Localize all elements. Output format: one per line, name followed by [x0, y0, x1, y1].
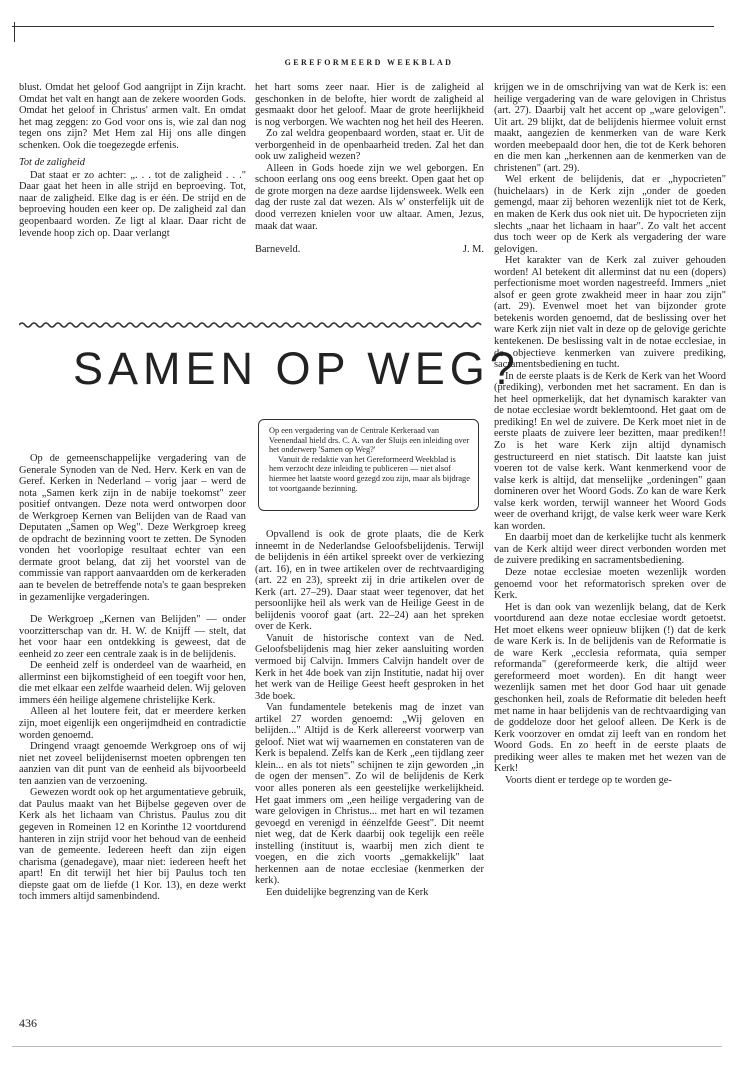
paragraph: het hart soms zeer naar. Hier is de zaligheid al geschonken in de belofte, hier wordt de zaligheid al gesmaakt door het geloof. Maar de grote heerlijkheid is nog verborgen. We wachten nog het heil des Heeren. [255, 82, 484, 128]
paragraph: Gewezen wordt ook op het argumentatieve gebruik, dat Paulus maakt van het Bijbelse gegeven over de Kerk als het lichaam van Christus. Paulus zou dit gegeven in Romeinen 12 en Korinthe 12 voortdurend hanteren in zijn strijd voor het behoud van de eenheid van de gemeente. Iedereen heeft dan zijn eigen charisma (genadegave), maar niet: iedereen heeft het apart! En dit terwijl het hier bij Paulus toch ten diepste gaat om de liefde (1 Kor. 13), en deze werkt toch immers altijd samenbindend. [19, 787, 246, 903]
top-rule [12, 26, 714, 27]
signature-place: Barneveld. [255, 244, 301, 256]
column-1 [19, 82, 246, 239]
paragraph: Alleen al het loutere feit, dat er meerdere kerken zijn, moet eigenlijk een ongerijmdheid en contradictie worden genoemd. [19, 706, 246, 741]
paragraph: Zo zal weldra geopenbaard worden, staat er. Uit de verborgenheid in de openbaarheid treden. Zal het dan ook uw zaligheid wezen? [255, 128, 484, 163]
paragraph: In de eerste plaats is de Kerk de Kerk van het Woord (prediking), verbonden met het sacrament. En dan is het heel opmerkelijk, dat het dynamisch karakter van de notae ecclesiae wordt beklemtoond. Het gaat om de prediking! En wel de zuivere. De Kerk moet niet in de eerste plaats de zuivere leer bezitten, maar prediken!! Zo is het ware Kerk zijn altijd dynamisch gestructureerd en niet statisch. Dit laatste kan juist voeren tot de valse kerk. Want kenmerkend voor de valse kerk is altijd, dat menselijke „ordeningen" gaan domineren over het Woord Gods. Zo kan de ware Kerk valse kerk worden, terwijl wanneer het Woord Gods weer de overhand krijgt, de valse kerk weer ware Kerk kan worden. [494, 370, 726, 532]
paragraph: Dat staat er zo achter: „. . . tot de zaligheid . . ." Daar gaat het heen in alle strijd en beproeving. Tot, naar de zaligheid. Elke dag is er één. De strijd en de beproeving houden een keer op. De zaligheid zal dan geopenbaard worden. Ze ligt al klaar. Daar richt de levende hoop zich op. Daar verlangt [19, 169, 246, 239]
paragraph: blust. Omdat het geloof God aangrijpt in Zijn kracht. Omdat het valt en hangt aan de zekere woorden Gods. Omdat het geloof in Christus' armen valt. En omdat het mag zeggen: zo God voor ons is, wie zal dan nog tegen ons zijn? Met Hem zal Hij ons alle dingen schenken. Ook die toegezegde erfenis. [19, 82, 246, 151]
paragraph: De Werkgroep „Kernen van Belijden" — onder voorzitterschap van dr. H. W. de Knijff — stelt, dat het voor haar een ontdekking is geweest, dat de eenheid zo zeer een centrale zaak is in de belijdenis. [19, 614, 246, 660]
paragraph: Van fundamentele betekenis mag de inzet van artikel 27 worden genoemd: „Wij geloven en belijden..." Altijd is de Kerk allereerst voorwerp van geloof. Niet wat wij waarnemen en constateren van de Kerk is bepalend. Zelfs kan de Kerk „een tijdlang zeer klein... en als tot niets" schijnen te zijn geworden „in de ogen der mensen". Zo wil de belijdenis de Kerk voor alles poneren als een geestelijke werkelijkheid. Het gaat immers om „een heilige vergadering van de ware gelovigen in Christus... met hart en wil tezamen gevoegd en verenigd in éénzelfde Geest". Dit neemt niet weg, dat de Kerk daarbij ook tegelijk een reële instelling (instituut is, waarbij men zich dient te voegen, en die zich voorts „gemakkelijk" laat herkennen aan de notae ecclesiae (kenmerken der kerk). [255, 702, 484, 887]
paragraph: krijgen we in de omschrijving van wat de Kerk is: een heilige vergadering van de ware gelovigen in Christus (art. 27). Daarbij valt het accent op „ware gelovigen". Uit art. 29 blijkt, dat de belijdenis hiermee voluit ernst maakt, aangezien de kenmerken van de ware Kerk worden meebepaald door hen, die tot de Kerk behoren en die men kan „herkennen aan de kenmerken van de christenen" (art. 29). [494, 82, 726, 174]
note-paragraph: Vanuit de redaktie van het Gereformeerd Weekblad is hem verzocht deze inleiding te publiceren — niet alsof hiermee het laatste woord gezegd zou zijn, maar als bijdrage tot voortgaande bezinning. [269, 454, 470, 493]
note-paragraph: Op een vergadering van de Centrale Kerkeraad van Veenendaal hield drs. C. A. van der Sluijs een inleiding over het onderwerp 'Samen op Weg?' [269, 426, 470, 455]
page-number: 436 [19, 1016, 37, 1030]
crop-mark [14, 22, 15, 42]
paragraph: Dringend vraagt genoemde Werkgroep ons of wij niet net zoveel belijdenisernst moeten opbrengen ten aanzien van dit punt van de eenheid als bijvoorbeeld ten aanzien van de verzoening. [19, 741, 246, 787]
paragraph: Het karakter van de Kerk zal zuiver gehouden worden! Al betekent dit allerminst dat nu een (dopers) perfectionisme moet worden nagestreefd. Immers „niet alsof er geen grote zwakheid meer in haar zou zijn" (art. 29). Evenwel moet het van bijzonder grote betekenis worden genoemd, dat de beslissing over het ware Kerk zijn niet valt in deze op de gelovige gerichte kentekenen. De beslissing valt in de notae ecclesiae, in de objectieve kenmerken van zuivere prediking, sacramentsbediening en tucht. [494, 255, 726, 371]
subheading: Tot de zaligheid [19, 157, 86, 169]
signature-line [255, 244, 484, 256]
column-5-article [494, 82, 726, 786]
article-title: SAMEN OP WEG? [73, 343, 520, 394]
paragraph: De eenheid zelf is onderdeel van de waarheid, en allerminst een bijkomstigheid of een toegift voor hen, die met elkaar een zelfde waarheid delen. Wij geloven immers één heilige algemene christelijke Kerk. [19, 660, 246, 706]
paragraph: Voorts dient er terdege op te worden ge- [505, 774, 672, 786]
signature-initials: J. M. [462, 244, 484, 256]
paragraph: Vanuit de historische context van de Ned. Geloofsbelijdenis mag hier zeker aansluiting worden vermoed bij Calvijn. Immers Calvijn handelt over de Kerk in het 4de boek van zijn Institutie, nadat hij over het werk van de Heilige Geest heeft gesproken in het 3de boek. [255, 632, 484, 702]
wavy-divider [19, 320, 484, 330]
column-2 [255, 82, 484, 256]
paragraph: Opvallend is ook de grote plaats, die de Kerk inneemt in de Nederlandse Geloofsbelijdenis. Terwijl de belijdenis in één artikel spreekt over de verkiezing (art. 16), en in twee artikelen over de rechtvaardiging (art. 22 en 23), spreekt zij in drie artikelen over de Kerk (art. 27–29). Daar staat weer tegenover, dat het persoonlijke heil als werk van de Heilige Geest in de belijdenis voorof gaat (art. 22–24) aan het spreken over de Kerk. [255, 529, 484, 633]
paragraph: Wel erkent de belijdenis, dat er „hypocrieten" (huichelaars) in de Kerk zijn „onder de goeden gemengd, maar zij behoren wezenlijk niet tot de Kerk, en maken de Kerk dus ook niet uit. De hypocrieten zijn slechts „naar het lichaam in haar". Zo valt het accent dus toch weer op de Kerk als vergadering der ware gelovigen. [494, 174, 726, 255]
paragraph: Het is dan ook van wezenlijk belang, dat de Kerk voortdurend aan deze notae ecclesiae wordt getoetst. Het moet elkens weer opnieuw blijken (!) dat de kerk de ware Kerk is. In de belijdenis van de Reformatie is de ware Kerk „ecclesia reformata, quia semper reformanda" (gereformeerde kerk, die altijd weer gereformeerd moet worden). En dit hangt weer wezenlijk samen met het door God haar uit genade geschonken heil, zoals de Reformatie dit beleden heeft met name in haar belijdenis van de rechtvaardiging van de goddeloze door het geloof alleen. De Kerk is de Kerk voorzover en omdat zij leeft van en rondom het Woord Gods. En zo heeft in de eerste plaats de prediking weer alles te maken met het wezen van de Kerk! [494, 601, 726, 775]
editorial-note-box [258, 419, 479, 511]
paragraph: En daarbij moet dan de kerkelijke tucht als kenmerk van de Kerk altijd weer direct verbonden worden met de zuivere prediking en sacramentsbediening. [494, 532, 726, 567]
paragraph: Deze notae ecclesiae moeten wezenlijk worden genoemd voor het reformatorisch spreken over de Kerk. [494, 566, 726, 602]
column-4-article [255, 529, 484, 899]
paragraph: Op de gemeenschappelijke vergadering van de Generale Synoden van de Ned. Herv. Kerk en van de Geref. Kerken in Nederland – vorig jaar – werd de nota „Samen kerk zijn in de nabije toekomst" zeer positief ontvangen. Deze nota werd ontworpen door de Werkgroep Kernen van Belijden van de Raad van Deputaten „Samen op Weg". Deze Werkgroep kreeg de opdracht de bezinning voort te zetten. De Synoden vonden het voorlopige resultaat echter van een dermate groot belang, dat zij het voorstel van de commissie van rapport aanvaardden om de kerkeraden aan te bevelen de betreffende nota's te gaan bespreken in gezamenlijke vergaderingen. [19, 453, 246, 603]
paragraph: Een duidelijke begrenzing van de Kerk [266, 886, 429, 898]
running-header: GEREFORMEERD WEEKBLAD [284, 58, 454, 67]
paragraph: Alleen in Gods hoede zijn we wel geborgen. En schoon eerlang ons oog eens breekt. Open gaat het op de grote morgen na deze aardse lijdensweek. Welk een dag der ruste zal dat wezen. Als w' onsterfelijk uit de dood verrezen knielen voor uw altaar. Amen, Jezus, maak dat waar. [255, 162, 484, 232]
bottom-rule [12, 1046, 722, 1047]
column-3-article [19, 453, 246, 903]
